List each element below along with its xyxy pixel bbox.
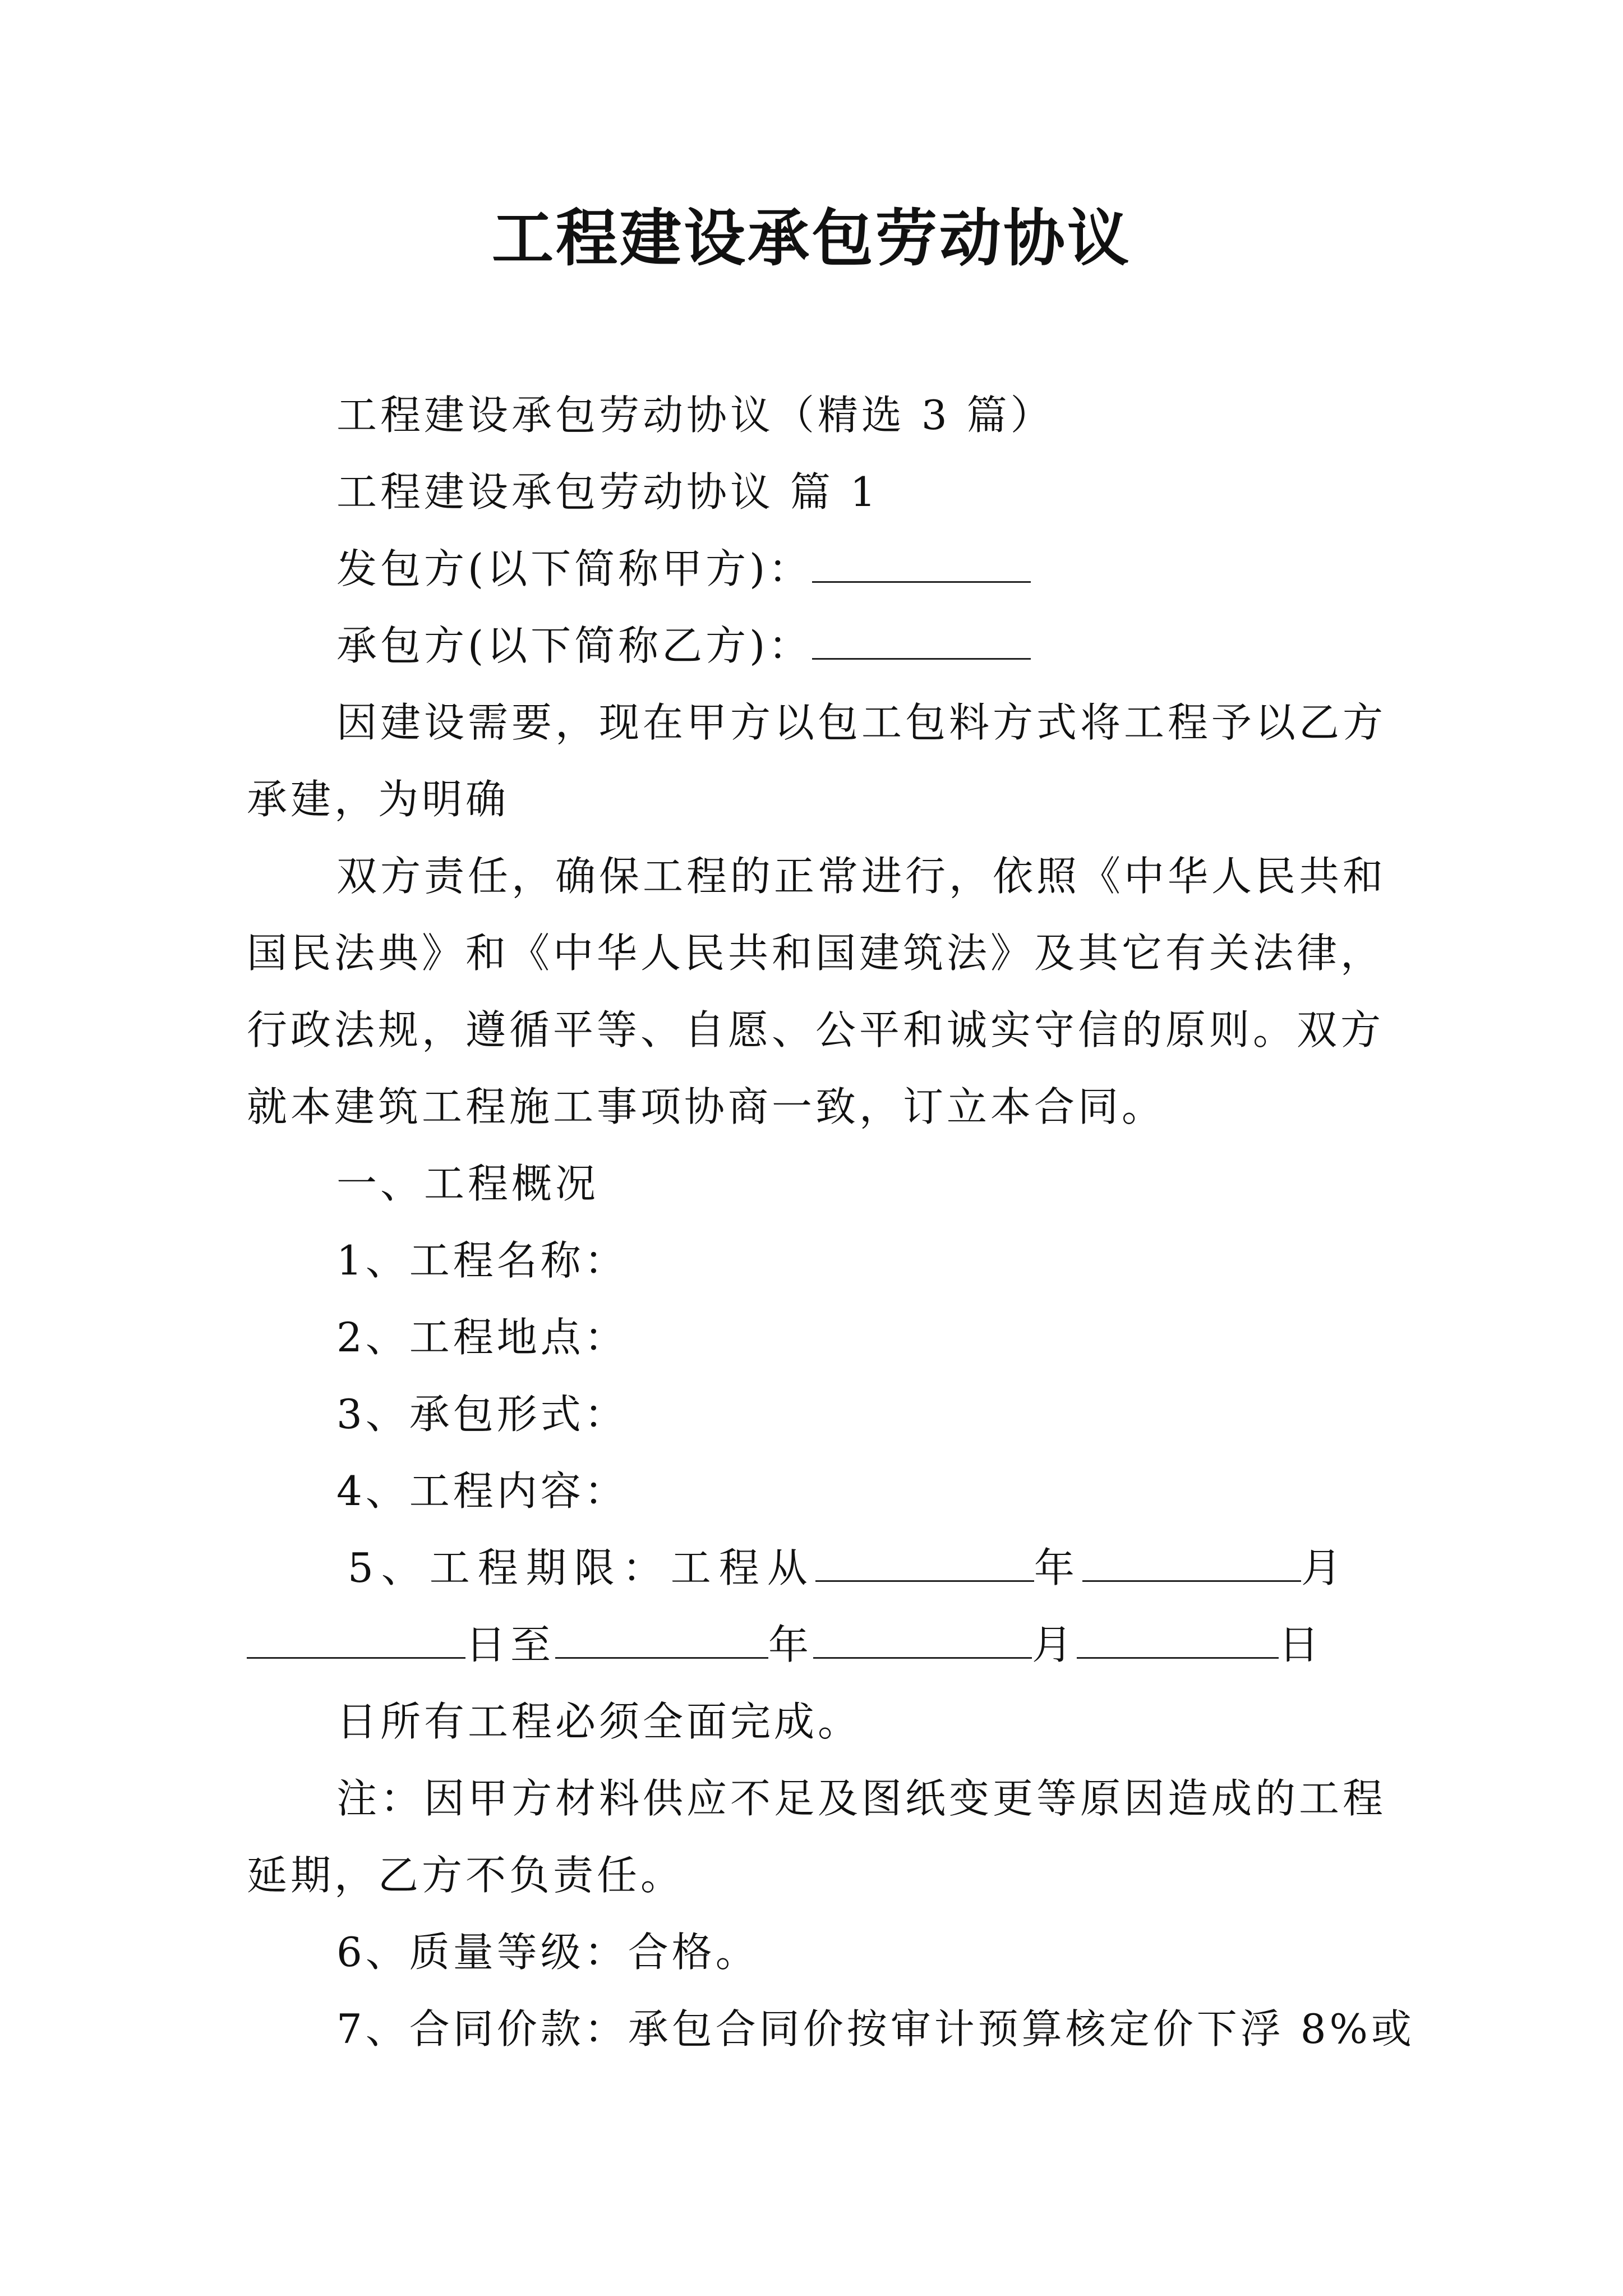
term-year-label: 年 xyxy=(1034,1544,1082,1591)
paragraph-line: 日所有工程必须全面完成。 xyxy=(336,1698,862,1745)
party-a-label: 发包方(以下简称甲方)： xyxy=(336,545,813,592)
item-contract-price: 7、合同价款：承包合同价按审计预算核定价下浮 8%或 xyxy=(336,2005,1415,2053)
party-b-line xyxy=(336,618,1031,674)
term-end-year-label: 年 xyxy=(768,1621,814,1668)
term-line-2 xyxy=(247,1617,1324,1673)
paragraph-line: 双方责任，确保工程的正常进行，依照《中华人民共和 xyxy=(336,853,1387,900)
paragraph-line: 行政法规，遵循平等、自愿、公平和诚实守信的原则。双方 xyxy=(247,1006,1385,1053)
term-start-year-blank xyxy=(815,1543,1034,1582)
paragraph-line: 因建设需要，现在甲方以包工包料方式将工程予以乙方 xyxy=(336,699,1387,746)
term-start-month-blank xyxy=(1082,1543,1301,1582)
term-end-day-label: 日 xyxy=(1279,1621,1324,1668)
item-contract-form: 3、承包形式： xyxy=(336,1391,628,1438)
term-line-1 xyxy=(348,1540,1349,1596)
party-b-blank xyxy=(812,621,1031,660)
item-project-location: 2、工程地点： xyxy=(336,1314,628,1361)
subtitle-selection: 工程建设承包劳动协议（精选 3 篇） xyxy=(336,392,1054,439)
document-title: 工程建设承包劳动协议 xyxy=(492,202,1131,274)
party-a-blank xyxy=(812,544,1031,583)
term-end-year-blank xyxy=(555,1620,768,1659)
party-a-line xyxy=(336,541,1031,597)
term-end-month-label: 月 xyxy=(1032,1621,1077,1668)
note-line: 注：因甲方材料供应不足及图纸变更等原因造成的工程 xyxy=(336,1775,1387,1822)
term-prefix: 5、工程期限：工程从 xyxy=(348,1544,815,1591)
note-line: 延期，乙方不负责任。 xyxy=(247,1852,685,1899)
paragraph-line: 国民法典》和《中华人民共和国建筑法》及其它有关法律， xyxy=(247,930,1385,977)
item-project-content: 4、工程内容： xyxy=(336,1467,628,1515)
item-quality-grade: 6、质量等级：合格。 xyxy=(336,1929,759,1976)
party-b-label: 承包方(以下简称乙方)： xyxy=(336,622,813,669)
section-heading-part-1: 工程建设承包劳动协议 篇 1 xyxy=(336,468,879,516)
term-end-day-blank xyxy=(1077,1620,1279,1659)
paragraph-line: 承建，为明确 xyxy=(247,776,510,823)
section-heading-overview: 一、工程概况 xyxy=(336,1160,600,1207)
term-month-label: 月 xyxy=(1301,1544,1349,1591)
paragraph-line: 就本建筑工程施工事项协商一致，订立本合同。 xyxy=(247,1083,1166,1130)
term-day-to-label: 日至 xyxy=(465,1621,556,1668)
term-start-day-blank xyxy=(247,1620,465,1659)
item-project-name: 1、工程名称： xyxy=(336,1237,628,1284)
term-end-month-blank xyxy=(813,1620,1032,1659)
